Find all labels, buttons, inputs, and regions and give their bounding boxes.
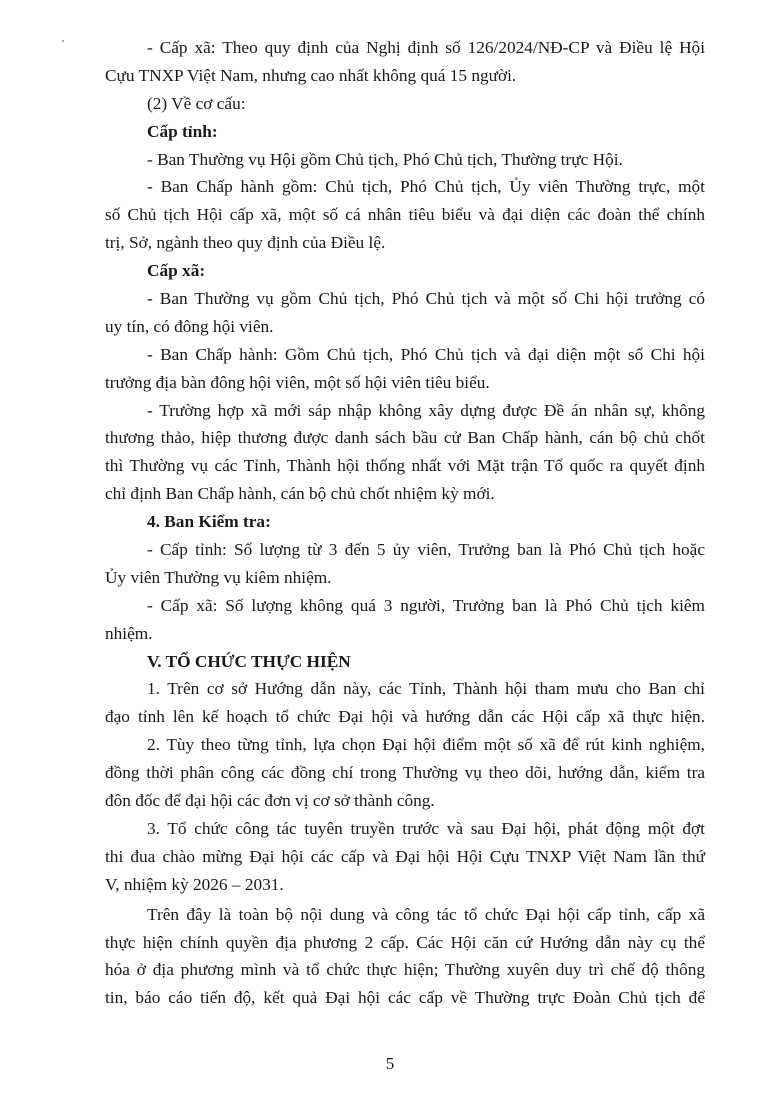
text-line: Cựu TNXP Việt Nam, nhưng cao nhất không quá 15 người. [105,65,517,85]
text-line: đạo tỉnh lên kế hoạch tổ chức Đại hội và hướng dẫn các Hội cấp xã thực hiện. [105,707,705,727]
document-body [105,34,705,1012]
text-line: tin, báo cáo tiến độ, kết quả Đại hội các cấp về Thường trực Đoàn Chủ tịch để [105,988,705,1008]
scan-speck [62,40,64,42]
text-line: số Chủ tịch Hội cấp xã, một số cá nhân tiêu biểu và đại diện các đoàn thể chính [105,205,705,225]
text-line: hóa ở địa phương mình và tổ chức thực hiện; Thường xuyên duy trì chế độ thông [105,960,705,980]
text-line: thương thảo, hiệp thương được danh sách bầu cử Ban Chấp hành, cán bộ chủ chốt [105,428,705,448]
section-heading: Cấp xã: [147,261,206,281]
section-heading: Cấp tỉnh: [147,121,218,141]
text-line: chỉ định Ban Chấp hành, cán bộ chủ chốt nhiệm kỳ mới. [105,484,495,504]
text-line: - Ban Thường vụ gồm Chủ tịch, Phó Chủ tịch và một số Chi hội trưởng có [147,289,705,309]
page-number: 5 [385,1054,395,1073]
text-line: trưởng địa bàn đông hội viên, một số hội viên tiêu biểu. [105,372,490,392]
text-line: - Cấp tỉnh: Số lượng từ 3 đến 5 ủy viên, Trưởng ban là Phó Chủ tịch hoặc [147,540,705,560]
text-line: - Ban Chấp hành: Gồm Chủ tịch, Phó Chủ tịch và đại diện một số Chi hội [147,344,705,364]
text-line: thi đua chào mừng Đại hội các cấp và Đại hội Hội Cựu TNXP Việt Nam lần thứ [105,846,705,866]
text-line: - Ban Chấp hành gồm: Chủ tịch, Phó Chủ tịch, Ủy viên Thường trực, một [147,177,705,197]
text-line: - Ban Thường vụ Hội gồm Chủ tịch, Phó Chủ tịch, Thường trực Hội. [147,149,623,169]
text-line: thực hiện chính quyền địa phương 2 cấp. Các Hội căn cứ Hướng dẫn này cụ thể [105,932,705,952]
section-heading: 4. Ban Kiểm tra: [147,512,271,532]
text-line: V, nhiệm kỳ 2026 – 2031. [105,874,284,894]
text-line: uy tín, có đông hội viên. [105,316,274,336]
text-line: 3. Tổ chức công tác tuyên truyền trước và sau Đại hội, phát động một đợt [147,818,705,838]
text-line: 2. Tùy theo từng tỉnh, lựa chọn Đại hội điểm một số xã để rút kinh nghiệm, [147,735,705,755]
text-line: - Cấp xã: Theo quy định của Nghị định số 126/2024/NĐ-CP và Điều lệ Hội [147,38,705,57]
section-heading: V. TỔ CHỨC THỰC HIỆN [147,651,351,671]
text-line: trị, Sở, ngành theo quy định của Điều lệ. [105,233,386,253]
text-line: Trên đây là toàn bộ nội dung và công tác tổ chức Đại hội cấp tỉnh, cấp xã [147,904,705,924]
text-line: đồng thời phân công các đồng chí trong Thường vụ theo dõi, hướng dẫn, kiểm tra [105,763,705,783]
text-line: nhiệm. [105,623,153,643]
text-line: thì Thường vụ các Tỉnh, Thành hội thống nhất với Mặt trận Tổ quốc ra quyết định [105,456,705,476]
text-line: Ủy viên Thường vụ kiêm nhiệm. [105,567,332,587]
text-line: - Trường hợp xã mới sáp nhập không xây dựng được Đề án nhân sự, không [147,400,705,420]
text-line: 1. Trên cơ sở Hướng dẫn này, các Tỉnh, Thành hội tham mưu cho Ban chỉ [147,679,705,699]
text-line: đôn đốc để đại hội các đơn vị cơ sở thành công. [105,791,435,811]
text-line: - Cấp xã: Số lượng không quá 3 người, Trưởng ban là Phó Chủ tịch kiêm [147,595,705,615]
text-line: (2) Về cơ cấu: [147,93,246,113]
